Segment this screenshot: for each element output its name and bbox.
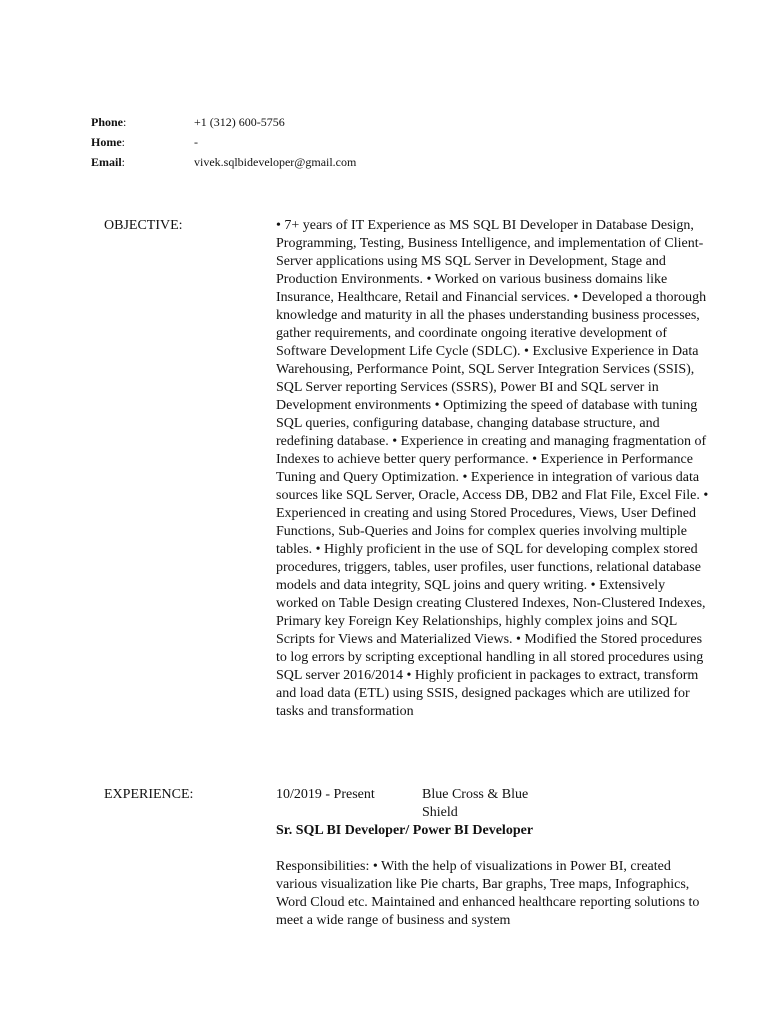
contact-block (91, 112, 356, 172)
home-row: Home: - (91, 132, 356, 152)
job-company: Blue Cross & Blue Shield (422, 787, 529, 820)
home-value: - (194, 135, 198, 149)
job-date: 10/2019 - Present (276, 787, 375, 802)
experience-label: EXPERIENCE: (104, 787, 194, 802)
email-row: Email: vivek.sqlbideveloper@gmail.com (91, 152, 356, 172)
email-value: vivek.sqlbideveloper@gmail.com (194, 155, 357, 169)
phone-label: Phone (91, 115, 124, 129)
phone-row: Phone: +1 (312) 600-5756 (91, 112, 356, 132)
home-label: Home (91, 135, 122, 149)
job-title: Sr. SQL BI Developer/ Power BI Developer (276, 823, 534, 838)
objective-label: OBJECTIVE: (104, 218, 183, 233)
email-label: Email (91, 155, 122, 169)
job-header (276, 786, 710, 822)
experience-body (276, 786, 710, 930)
objective-text: • 7+ years of IT Experience as MS SQL BI Developer in Database Design, Programming, Testing, Business Intelligence, and implementation of Client-Server applications using MS SQL Server in Development, Stage and Production Environments. • Worked on various business domains like Insurance, Healthcare, Retail and Financial services. • Developed a thorough knowledge and maturity in all the phases understanding business processes, gather requirements, and coordinate ongoing iterative development of Software Development Life Cycle (SDLC). • Exclusive Experience in Data Warehousing, Performance Point, SQL Server Integration Services (SSIS), SQL Server reporting Services (SSRS), Power BI and SQL server in Development environments • Optimizing the speed of database with tuning SQL queries, configuring database, changing database structure, and redefining database. • Experience in creating and managing fragmentation of Indexes to achieve better query performance. • Experience in Performance Tuning and Query Optimization. • Experience in integration of various data sources like SQL Server, Oracle, Access DB, DB2 and Flat File, Excel File. • Experienced in creating and using Stored Procedures, Views, User Defined Functions, Sub-Queries and Joins for complex queries involving multiple tables. • Highly proficient in the use of SQL for developing complex stored procedures, triggers, tables, user profiles, user functions, relational database models and data integrity, SQL joins and query writing. • Extensively worked on Table Design creating Clustered Indexes, Non-Clustered Indexes, Primary key Foreign Key Relationships, highly complex joins and SQL Scripts for Views and Materialized Views. • Modified the Stored procedures to log errors by scripting exceptional handling in all stored procedures using SQL server 2016/2014 • Highly proficient in packages to extract, transform and load data (ETL) using SSIS, designed packages which are utilized for tasks and transformation (276, 218, 709, 719)
phone-value: +1 (312) 600-5756 (194, 115, 285, 129)
job-responsibilities: Responsibilities: • With the help of visualizations in Power BI, created various visualization like Pie charts, Bar graphs, Tree maps, Infographics, Word Cloud etc. Maintained and enhanced healthcare reporting solutions to meet a wide range of business and system (276, 859, 700, 928)
